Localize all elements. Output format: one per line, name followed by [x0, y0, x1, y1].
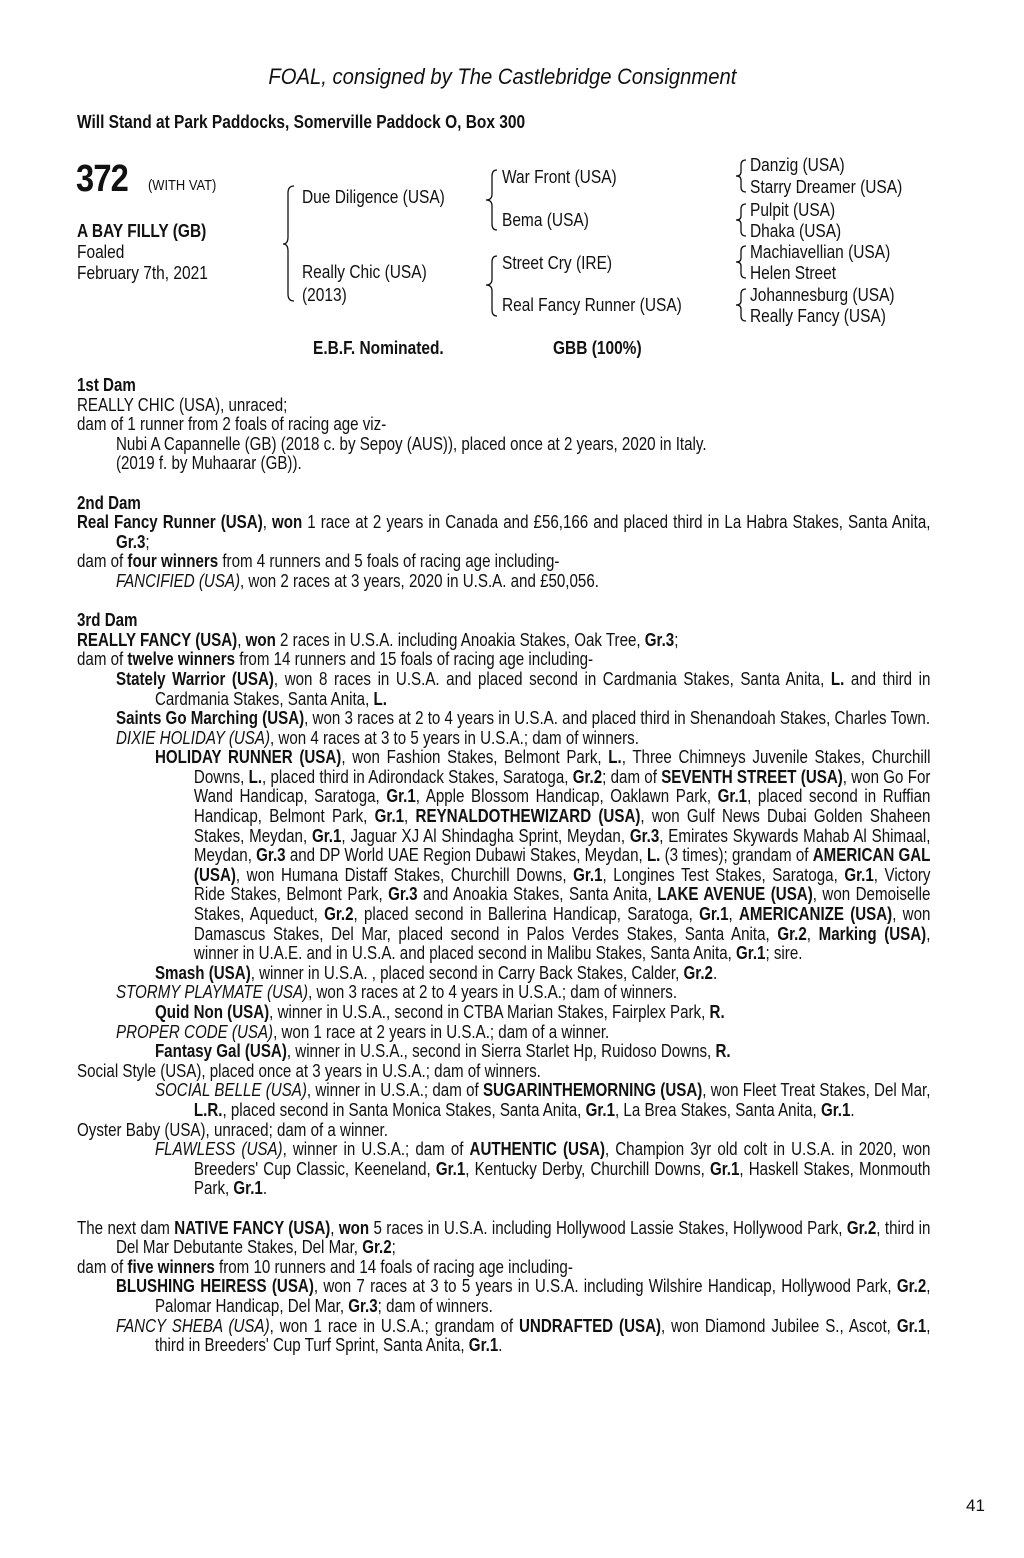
brace-icon: [486, 256, 497, 316]
bold-text: Smash (USA): [154, 962, 251, 983]
bold-text: Gr.1: [896, 1315, 927, 1336]
pedigree-entry: [77, 1023, 930, 1043]
bold-text: L.: [646, 845, 661, 866]
page-number: 41: [966, 1496, 985, 1515]
text: , third in Del Mar Debutante Stakes, Del Mar,: [115, 1217, 931, 1258]
brace-icon: [736, 160, 746, 192]
pedigree-entry: [77, 552, 930, 572]
pedigree-entry: [77, 454, 930, 474]
bold-text: Gr.2: [572, 766, 603, 787]
bold-text: won: [338, 1217, 370, 1238]
page-title: FOAL, consigned by The Castlebridge Consignment: [267, 64, 737, 89]
bold-text: Real Fancy Runner (USA): [77, 512, 263, 533]
italic-text: SOCIAL BELLE (USA): [154, 1080, 307, 1101]
text: REALLY CHIC (USA), unraced;: [77, 394, 288, 415]
text: , won Damascus Stakes, Del Mar, placed second in Palos Verdes Stakes, Santa Anita,: [193, 904, 931, 944]
bold-text: Gr.1: [699, 904, 729, 925]
text: ; dam of winners.: [377, 1295, 493, 1316]
bold-text: LAKE AVENUE (USA): [657, 884, 813, 905]
pedigree-gen3: Dhaka (USA): [750, 221, 842, 241]
brace-icon: [283, 186, 294, 301]
dam-section: [77, 1219, 930, 1356]
text: (2019 f. by Muhaarar (GB)).: [115, 453, 302, 474]
pedigree-sire: Due Diligence (USA): [302, 187, 445, 207]
text: and DP World UAE Region Dubawi Stakes, Meydan,: [285, 845, 647, 866]
italic-text: STORMY PLAYMATE (USA): [115, 982, 309, 1003]
bold-text: Gr.1: [573, 864, 603, 885]
pedigree-entry: [77, 396, 930, 416]
text: ,: [262, 512, 272, 533]
bold-text: Gr.1: [386, 786, 416, 807]
text: , placed third in Adirondack Stakes, Saratoga,: [262, 766, 573, 787]
bold-text: REYNALDOTHEWIZARD (USA): [415, 806, 641, 827]
text: , winner in U.S.A., second in Sierra Starlet Hp, Ruidoso Downs,: [286, 1041, 716, 1062]
pedigree-entry: [77, 748, 930, 964]
pedigree-entry: [77, 631, 930, 651]
pedigree-entry: [77, 1277, 930, 1316]
pedigree-entry: [77, 964, 930, 984]
bold-text: Gr.3: [115, 531, 146, 552]
text: , placed second in Ballerina Handicap, Saratoga,: [353, 904, 700, 925]
text: dam of: [77, 649, 128, 670]
text: , Haskell Stakes, Monmouth Park,: [193, 1158, 931, 1199]
bold-text: won: [271, 512, 303, 533]
bold-text: Gr.1: [736, 943, 766, 964]
bold-text: Gr.1: [717, 786, 748, 807]
pedigree-gen3: Helen Street: [750, 263, 837, 283]
pedigree-entry: [77, 1121, 930, 1141]
text: Social Style (USA), placed once at 3 years in U.S.A.; dam of winners.: [77, 1060, 541, 1081]
bold-text: Gr.1: [585, 1099, 616, 1120]
dam-section: [77, 376, 930, 474]
text: and Anoakia Stakes, Santa Anita,: [417, 884, 658, 905]
text: , Longines Test Stakes, Saratoga,: [602, 864, 845, 885]
bold-text: Quid Non (USA): [154, 1002, 270, 1022]
bold-text: Gr.1: [709, 1158, 740, 1179]
text: , Champion 3yr old colt in U.S.A. in 2020, won Breeders' Cup Classic, Keeneland,: [193, 1139, 931, 1179]
text: .: [712, 962, 718, 983]
text: , won 3 races at 2 to 4 years in U.S.A.; dam of winners.: [308, 982, 678, 1003]
bold-text: Gr.1: [820, 1099, 851, 1120]
text: , La Brea Stakes, Santa Anita,: [615, 1099, 821, 1120]
bold-text: R.: [715, 1041, 731, 1062]
text: , won Gulf News Dubai Golden Shaheen Stakes, Meydan,: [193, 806, 931, 846]
text: , won Go For Wand Handicap, Saratoga,: [193, 766, 931, 807]
text: , won 1 race at 2 years in U.S.A.; dam of a winner.: [273, 1021, 610, 1042]
text: , won 2 races at 3 years, 2020 in U.S.A. and £50,056.: [240, 570, 599, 591]
text: Oyster Baby (USA), unraced; dam of a winner.: [77, 1119, 388, 1140]
pedigree-gen3: Johannesburg (USA): [750, 285, 895, 305]
dam-section: [77, 611, 930, 1199]
pedigree-gen3: Starry Dreamer (USA): [750, 177, 903, 197]
pedigree-entry: [77, 650, 930, 670]
pedigree-entry: [77, 435, 930, 455]
text: , won Diamond Jubilee S., Ascot,: [661, 1315, 897, 1336]
pedigree-gen2: Street Cry (IRE): [502, 253, 613, 273]
bold-text: Gr.2: [324, 904, 354, 925]
text: dam of: [77, 551, 128, 572]
bold-text: AUTHENTIC (USA): [469, 1139, 605, 1160]
bold-text: AMERICANIZE (USA): [738, 904, 893, 925]
dam-section: [77, 494, 930, 592]
bold-text: Gr.1: [233, 1178, 263, 1199]
pedigree-entry: [77, 1219, 930, 1258]
ebf-nomination: E.B.F. Nominated.: [313, 338, 444, 358]
text: from 14 runners and 15 foals of racing age including-: [234, 649, 594, 670]
text: ;: [674, 629, 679, 650]
text: , Palomar Handicap, Del Mar,: [154, 1276, 931, 1316]
bold-text: Marking (USA): [818, 923, 927, 944]
bold-text: BLUSHING HEIRESS (USA): [115, 1276, 314, 1297]
pedigree-entry: [77, 1062, 930, 1082]
pedigree-entry: [77, 983, 930, 1003]
text: dam of 1 runner from 2 foals of racing age viz-: [77, 414, 387, 435]
bold-text: Gr.3: [256, 845, 286, 866]
pedigree-dam-year: (2013): [302, 285, 347, 305]
gbb-status: GBB (100%): [553, 338, 642, 358]
italic-text: FLAWLESS (USA): [154, 1139, 283, 1160]
text: 2 races in U.S.A. including Anoakia Stakes, Oak Tree,: [275, 629, 645, 650]
text: , Victory Ride Stakes, Belmont Park,: [193, 864, 931, 905]
pedigree-entry: [77, 1317, 930, 1356]
bold-text: HOLIDAY RUNNER (USA): [154, 747, 342, 768]
bold-text: Gr.3: [629, 825, 660, 846]
bold-text: Saints Go Marching (USA): [115, 708, 305, 729]
text: ; sire.: [765, 943, 803, 964]
text: .: [498, 1335, 503, 1356]
text: ,: [237, 629, 246, 650]
pedigree-dam: Really Chic (USA): [302, 262, 427, 282]
text: ,: [806, 923, 819, 944]
italic-text: PROPER CODE (USA): [115, 1021, 274, 1042]
bold-text: SUGARINTHEMORNING (USA): [482, 1080, 703, 1101]
dam-line-text: [77, 376, 930, 1375]
bold-text: Gr.3: [644, 629, 675, 650]
pedigree-entry: [77, 1140, 930, 1199]
italic-text: FANCIFIED (USA): [115, 570, 241, 591]
italic-text: FANCY SHEBA (USA): [115, 1315, 270, 1336]
text: , winner in U.S.A.; dam of: [306, 1080, 483, 1101]
brace-icon: [736, 289, 746, 321]
text: , Jaguar XJ Al Shindagha Sprint, Meydan,: [341, 825, 630, 846]
text: from 4 runners and 5 foals of racing age including-: [218, 551, 560, 572]
pedigree-entry: [77, 513, 930, 552]
bold-text: Stately Warrior (USA): [115, 668, 274, 689]
section-heading: 1st Dam: [77, 375, 136, 395]
text: , won Fashion Stakes, Belmont Park,: [341, 747, 609, 768]
bold-text: four winners: [127, 551, 219, 572]
text: , won 3 races at 2 to 4 years in U.S.A. and placed third in Shenandoah Stakes, Charles Town.: [304, 708, 931, 729]
text: dam of: [77, 1256, 128, 1277]
text: ;: [391, 1237, 396, 1258]
pedigree-entry: [77, 1003, 930, 1023]
text: .: [850, 1099, 855, 1120]
pedigree-gen3: Machiavellian (USA): [750, 242, 891, 262]
text: ;: [145, 531, 150, 552]
bold-text: five winners: [127, 1256, 215, 1277]
bold-text: Gr.1: [435, 1158, 466, 1179]
pedigree-entry: [77, 670, 930, 709]
bold-text: Gr.2: [362, 1237, 392, 1258]
text: , won Fleet Treat Stakes, Del Mar,: [702, 1080, 931, 1101]
pedigree-entry: [77, 1258, 930, 1278]
text: (3 times); grandam of: [660, 845, 813, 866]
bold-text: Gr.2: [896, 1276, 927, 1297]
foaled-date: February 7th, 2021: [77, 263, 208, 283]
pedigree-gen3: Really Fancy (USA): [750, 306, 886, 326]
bold-text: SEVENTH STREET (USA): [661, 766, 843, 787]
bold-text: Gr.2: [846, 1217, 877, 1238]
text: , winner in U.S.A. , placed second in Carry Back Stakes, Calder,: [250, 962, 684, 983]
bold-text: REALLY FANCY (USA): [77, 629, 238, 650]
italic-text: DIXIE HOLIDAY (USA): [115, 727, 271, 748]
text: ,: [404, 806, 416, 827]
bold-text: Gr.3: [388, 884, 418, 905]
bold-text: Gr.3: [348, 1295, 378, 1316]
pedigree-entry: [77, 415, 930, 435]
bold-text: Gr.1: [374, 806, 405, 827]
bold-text: NATIVE FANCY (USA): [174, 1217, 331, 1238]
pedigree-entry: [77, 729, 930, 749]
bold-text: R.: [709, 1002, 725, 1022]
bold-text: Fantasy Gal (USA): [154, 1041, 287, 1062]
text: , won 4 races at 3 to 5 years in U.S.A.; dam of winners.: [270, 727, 639, 748]
text: ,: [330, 1217, 339, 1238]
text: , won 8 races in U.S.A. and placed second in Cardmania Stakes, Santa Anita,: [273, 668, 831, 689]
bold-text: L.R.: [193, 1099, 223, 1120]
bold-text: Gr.2: [683, 962, 713, 983]
brace-icon: [736, 204, 746, 236]
bold-text: L.: [373, 688, 387, 709]
text: , won Demoiselle Stakes, Aqueduct,: [193, 884, 931, 925]
bold-text: AMERICAN GAL (USA): [193, 845, 931, 885]
bold-text: UNDRAFTED (USA): [518, 1315, 662, 1336]
lot-number: 372: [76, 158, 128, 200]
bold-text: Gr.1: [468, 1335, 499, 1356]
pedigree-braces: [0, 0, 1024, 340]
bold-text: L.: [830, 668, 845, 689]
pedigree-gen2: Real Fancy Runner (USA): [502, 295, 682, 315]
pedigree-entry: [77, 709, 930, 729]
pedigree-gen3: Danzig (USA): [750, 155, 845, 175]
text: , Emirates Skywards Mahab Al Shimaal, Meydan,: [193, 825, 931, 866]
horse-description: A BAY FILLY (GB): [77, 221, 207, 241]
text: The next dam: [77, 1217, 175, 1238]
bold-text: Gr.1: [844, 864, 874, 885]
bold-text: Gr.1: [311, 825, 342, 846]
vat-label: (WITH VAT): [148, 177, 217, 194]
bold-text: won: [245, 629, 276, 650]
text: , placed second in Santa Monica Stakes, Santa Anita,: [222, 1099, 586, 1120]
foaled-label: Foaled: [77, 242, 125, 262]
text: , Kentucky Derby, Churchill Downs,: [465, 1158, 710, 1179]
bold-text: twelve winners: [127, 649, 235, 670]
text: ,: [728, 904, 739, 925]
pedigree-entry: [77, 572, 930, 592]
pedigree-gen2: Bema (USA): [502, 210, 589, 230]
text: , winner in U.A.E. and in U.S.A. and placed second in Malibu Stakes, Santa Anita,: [193, 923, 931, 964]
text: , won 7 races at 3 to 5 years in U.S.A. including Wilshire Handicap, Hollywood Park,: [313, 1276, 897, 1297]
text: , placed second in Ruffian Handicap, Belmont Park,: [193, 786, 931, 827]
pedigree-gen2: War Front (USA): [502, 167, 617, 187]
section-heading: 3rd Dam: [77, 610, 138, 631]
text: , third in Breeders' Cup Turf Sprint, Santa Anita,: [154, 1315, 931, 1356]
pedigree-gen3: Pulpit (USA): [750, 200, 836, 220]
text: , won 1 race in U.S.A.; grandam of: [269, 1315, 519, 1336]
stand-location: Will Stand at Park Paddocks, Somerville Paddock O, Box 300: [77, 112, 526, 132]
bold-text: L.: [608, 747, 622, 768]
bold-text: L.: [248, 766, 263, 787]
text: and third in Cardmania Stakes, Santa Anita,: [154, 668, 931, 709]
pedigree-entry: [77, 1042, 930, 1062]
brace-icon: [736, 246, 746, 278]
text: from 10 runners and 14 foals of racing age including-: [214, 1256, 573, 1277]
text: , won Humana Distaff Stakes, Churchill Downs,: [235, 864, 574, 885]
text: , Apple Blossom Handicap, Oaklawn Park,: [415, 786, 718, 807]
bold-text: Gr.2: [777, 923, 807, 944]
pedigree-entry: [77, 1081, 930, 1120]
text: Nubi A Capannelle (GB) (2018 c. by Sepoy (AUS)), placed once at 2 years, 2020 in Italy.: [115, 433, 707, 454]
text: 1 race at 2 years in Canada and £56,166 and placed third in La Habra Stakes, Santa Anita,: [302, 512, 931, 533]
text: , Three Chimneys Juvenile Stakes, Churchill Downs,: [193, 747, 931, 787]
text: ; dam of: [602, 766, 662, 787]
brace-icon: [486, 170, 497, 230]
text: , winner in U.S.A., second in CTBA Marian Stakes, Fairplex Park,: [269, 1002, 710, 1022]
text: .: [262, 1178, 268, 1199]
text: , winner in U.S.A.; dam of: [282, 1139, 470, 1160]
section-heading: 2nd Dam: [77, 492, 141, 513]
text: 5 races in U.S.A. including Hollywood Lassie Stakes, Hollywood Park,: [369, 1217, 847, 1238]
